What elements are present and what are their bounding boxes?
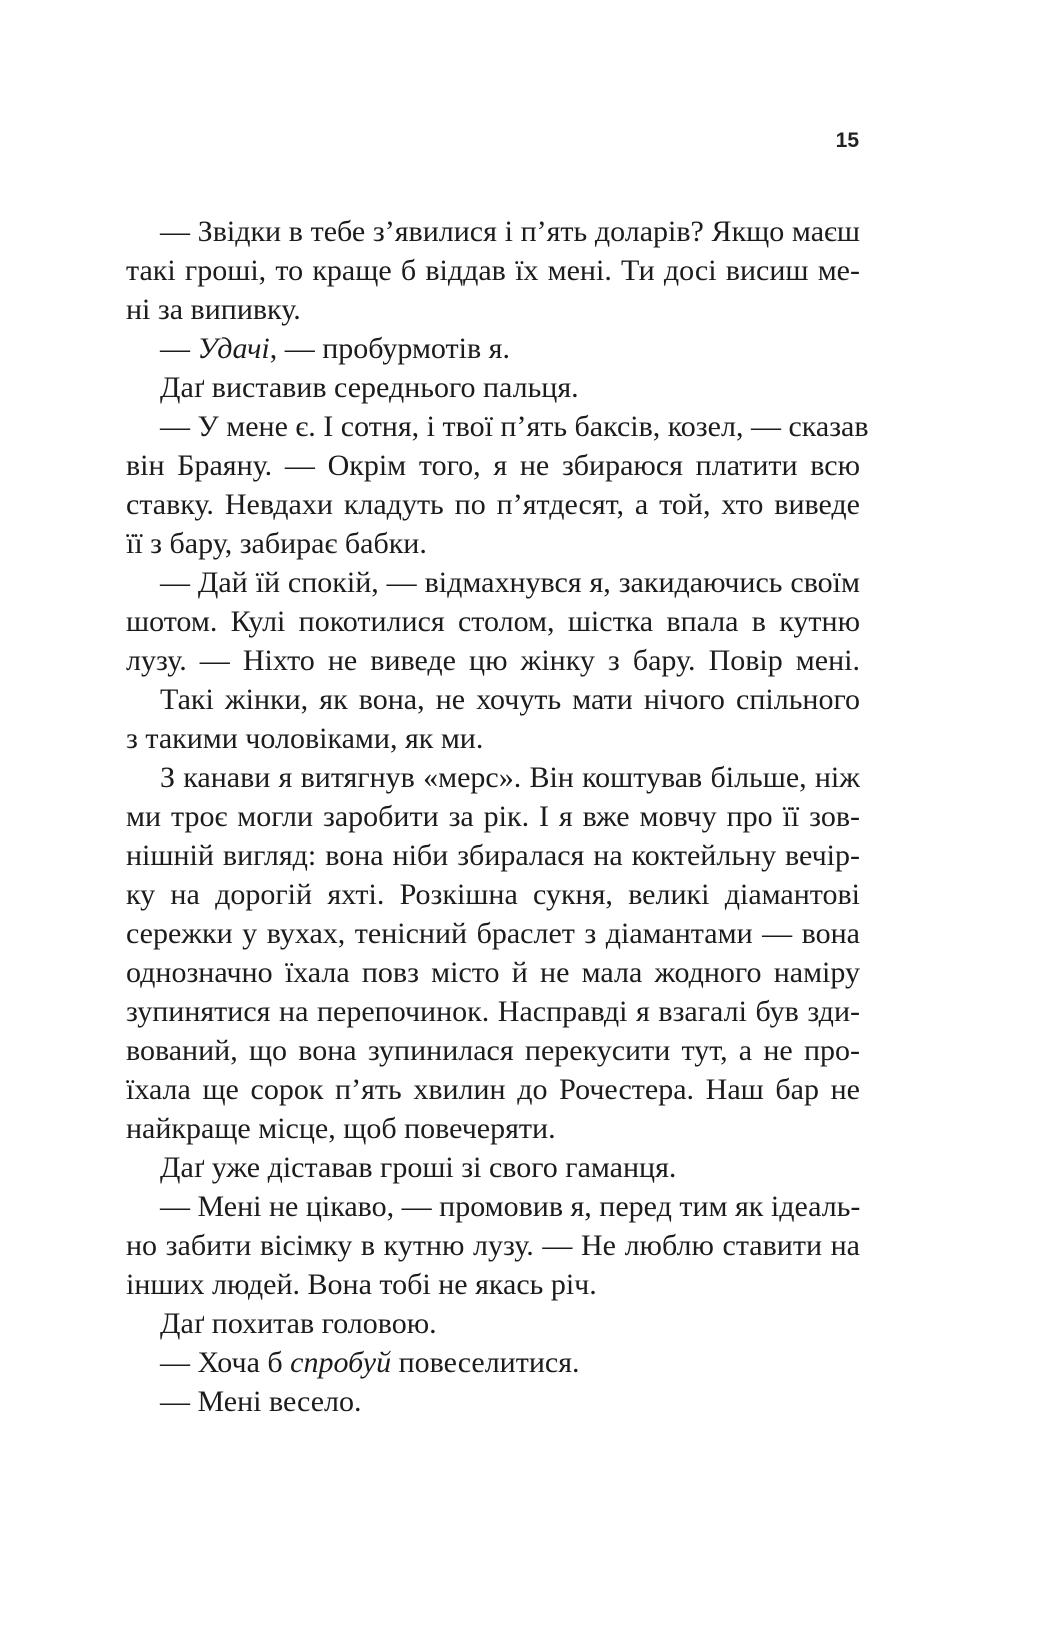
paragraph <box>126 1343 860 1382</box>
text-span: повеселитися. <box>391 1346 580 1379</box>
text-span: — <box>160 332 198 365</box>
text-line: однозначно їхала повз місто й не мала жодного наміру <box>126 956 860 989</box>
paragraph <box>126 1187 860 1304</box>
text-line: ставку. Невдахи кладуть по п’ятдесят, а той, хто виведе <box>126 488 860 521</box>
text-line: їхала ще сорок п’ять хвилин до Рочестера. Наш бар не <box>126 1073 860 1106</box>
text-line: зупинятися на перепочинок. Насправді я взагалі був зди- <box>126 995 860 1028</box>
text-line: він Браяну. — Окрім того, я не збираюся платити всю <box>126 449 860 482</box>
text-line: ми троє могли заробити за рік. І я вже мовчу про її зов- <box>126 800 860 833</box>
text-line: сережки у вухах, тенісний браслет з діамантами — вона <box>126 917 860 950</box>
paragraph <box>126 1382 860 1421</box>
body-text <box>126 212 869 1421</box>
italic-text: спробуй <box>290 1346 392 1379</box>
text-line <box>126 1343 860 1382</box>
paragraph <box>126 758 860 1148</box>
text-span: , — пробурмотів я. <box>269 332 510 365</box>
paragraph <box>126 1148 860 1187</box>
paragraph <box>126 680 860 758</box>
italic-text: Удачі <box>197 332 270 365</box>
text-line: вований, що вона зупинилася перекусити тут, а не про- <box>126 1034 860 1067</box>
text-line: ку на дорогій яхті. Розкішна сукня, великі діамантові <box>126 878 860 911</box>
text-line: — Звідки в тебе з’явилися і п’ять доларів? Якщо маєш <box>160 215 860 248</box>
text-line: інших людей. Вона тобі не якась річ. <box>126 1268 597 1301</box>
text-line: такі гроші, то краще б віддав їх мені. Ти досі висиш ме- <box>126 254 860 287</box>
paragraph <box>126 407 869 563</box>
text-line: найкраще місце, щоб повечеряти. <box>126 1112 556 1145</box>
text-span: — Хоча б <box>160 1346 291 1379</box>
text-line: Даґ уже діставав гроші зі свого гаманця. <box>160 1151 677 1184</box>
page-number: 15 <box>835 129 859 152</box>
paragraph <box>126 212 860 329</box>
text-line: но забити вісімку в кутню лузу. — Не люблю ставити на <box>126 1229 860 1262</box>
text-line: з такими чоловіками, як ми. <box>126 722 484 755</box>
paragraph <box>126 563 860 680</box>
text-line: шотом. Кулі покотилися столом, шістка впала в кутню <box>126 605 860 638</box>
text-line: ні за випивку. <box>126 293 301 326</box>
paragraph <box>126 1304 860 1343</box>
paragraph <box>126 329 860 368</box>
text-line: Даґ виставив середнього пальця. <box>160 371 579 404</box>
text-line: — Мені не цікаво, — промовив я, перед тим як ідеаль- <box>160 1190 861 1223</box>
text-line <box>126 329 860 368</box>
text-line: З канави я витягнув «мерс». Він коштував більше, ніж <box>160 761 860 794</box>
text-line: нішній вигляд: вона ніби збиралася на коктейльну вечір- <box>126 839 860 872</box>
text-line: — Дай їй спокій, — відмахнувся я, закидаючись своїм <box>160 566 860 599</box>
text-line: — Мені весело. <box>160 1385 362 1418</box>
text-line: її з бару, забирає бабки. <box>126 527 427 560</box>
text-line: Даґ похитав головою. <box>160 1307 437 1340</box>
text-line: Такі жінки, як вона, не хочуть мати нічого спільного <box>160 683 860 716</box>
text-line: — У мене є. І сотня, і твої п’ять баксів, козел, — сказав <box>160 410 869 443</box>
paragraph <box>126 368 860 407</box>
text-line: лузу. — Ніхто не виведе цю жінку з бару. Повір мені. <box>126 644 860 677</box>
